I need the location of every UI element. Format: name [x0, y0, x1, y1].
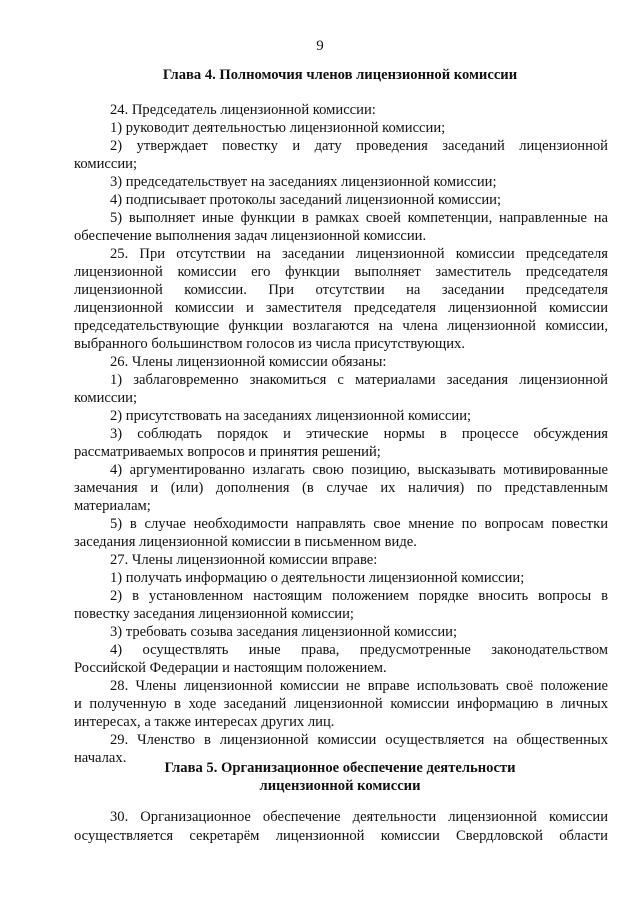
text-line: замечания и (или) дополнения (в случае их наличия) по представленным: [74, 480, 608, 496]
text-line: 5) выполняет иные функции в рамках своей компетенции, направленные на: [110, 210, 608, 226]
text-line: заседания лицензионной комиссии в письменном виде.: [74, 534, 417, 550]
text-line: обеспечение выполнения задач лицензионной комиссии.: [74, 228, 427, 244]
text-line: осуществляется секретарём лицензионной комиссии Свердловской области: [74, 827, 608, 844]
text-line: рассматриваемых вопросов и принятия решений;: [74, 444, 381, 460]
text-line: 4) аргументированно излагать свою позицию, высказывать мотивированные: [110, 462, 608, 478]
text-line: комиссии;: [74, 156, 138, 172]
text-line: лицензионной комиссии и заместителя председателя лицензионной комиссии: [74, 300, 608, 316]
text-line: комиссии;: [74, 390, 138, 406]
text-line: выбранного большинством голосов из числа присутствующих.: [74, 336, 465, 352]
text-line: Российской Федерации и настоящим положением.: [74, 660, 387, 676]
text-line: 1) руководит деятельностью лицензионной комиссии;: [110, 120, 446, 136]
text-line: 25. При отсутствии на заседании лицензионной комиссии председателя: [110, 246, 608, 262]
chapter-4-heading: Глава 4. Полномочия членов лицензионной комиссии: [162, 67, 518, 83]
text-line: председательствующие функции возлагаются на члена лицензионной комиссии,: [74, 318, 608, 334]
text-line: лицензионной комиссии его функции выполняет заместитель председателя: [74, 264, 608, 280]
text-line: 3) соблюдать порядок и этические нормы в процессе обсуждения: [110, 426, 608, 442]
text-line: 27. Члены лицензионной комиссии вправе:: [110, 552, 378, 568]
text-line: материалам;: [74, 498, 151, 514]
text-line: интересах, а также интересах других лиц.: [74, 714, 335, 730]
text-line: 2) утверждает повестку и дату проведения заседаний лицензионной: [110, 138, 608, 154]
text-line: 29. Членство в лицензионной комиссии осуществляется на общественных: [110, 732, 608, 748]
chapter-5-heading-line-2: лицензионной комиссии: [259, 778, 421, 794]
text-line: 5) в случае необходимости направлять свое мнение по вопросам повестки: [110, 516, 608, 532]
text-line: 2) присутствовать на заседаниях лицензионной комиссии;: [110, 408, 472, 424]
text-line: 4) осуществлять иные права, предусмотренные законодательством: [110, 642, 608, 658]
text-line: 26. Члены лицензионной комиссии обязаны:: [110, 354, 387, 370]
text-line: 3) требовать созыва заседания лицензионной комиссии;: [110, 624, 458, 640]
text-line: 3) председательствует на заседаниях лицензионной комиссии;: [110, 174, 497, 190]
chapter-5-heading: [70, 759, 610, 795]
text-line: 2) в установленном настоящим положением порядке вносить вопросы в: [110, 588, 608, 604]
text-line: повестку заседания лицензионной комиссии;: [74, 606, 354, 622]
chapter-5-heading-line-1: Глава 5. Организационное обеспечение деятельности: [164, 760, 516, 776]
text-line: 30. Организационное обеспечение деятельности лицензионной комиссии: [110, 809, 608, 825]
page-number: 9: [316, 38, 324, 54]
text-line: началах.: [74, 750, 127, 766]
text-line: 1) получать информацию о деятельности лицензионной комиссии;: [110, 570, 525, 586]
text-line: лицензионной комиссии. При отсутствии на заседании председателя: [74, 282, 608, 298]
text-line: 24. Председатель лицензионной комиссии:: [110, 102, 376, 118]
text-line: 4) подписывает протоколы заседаний лицензионной комиссии;: [110, 192, 502, 208]
text-line: и полученную в ходе заседаний лицензионной комиссии информацию в личных: [74, 696, 608, 712]
text-line: 1) заблаговременно знакомиться с материалами заседания лицензионной: [110, 372, 608, 388]
text-line: 28. Члены лицензионной комиссии не вправе использовать своё положение: [110, 678, 608, 694]
